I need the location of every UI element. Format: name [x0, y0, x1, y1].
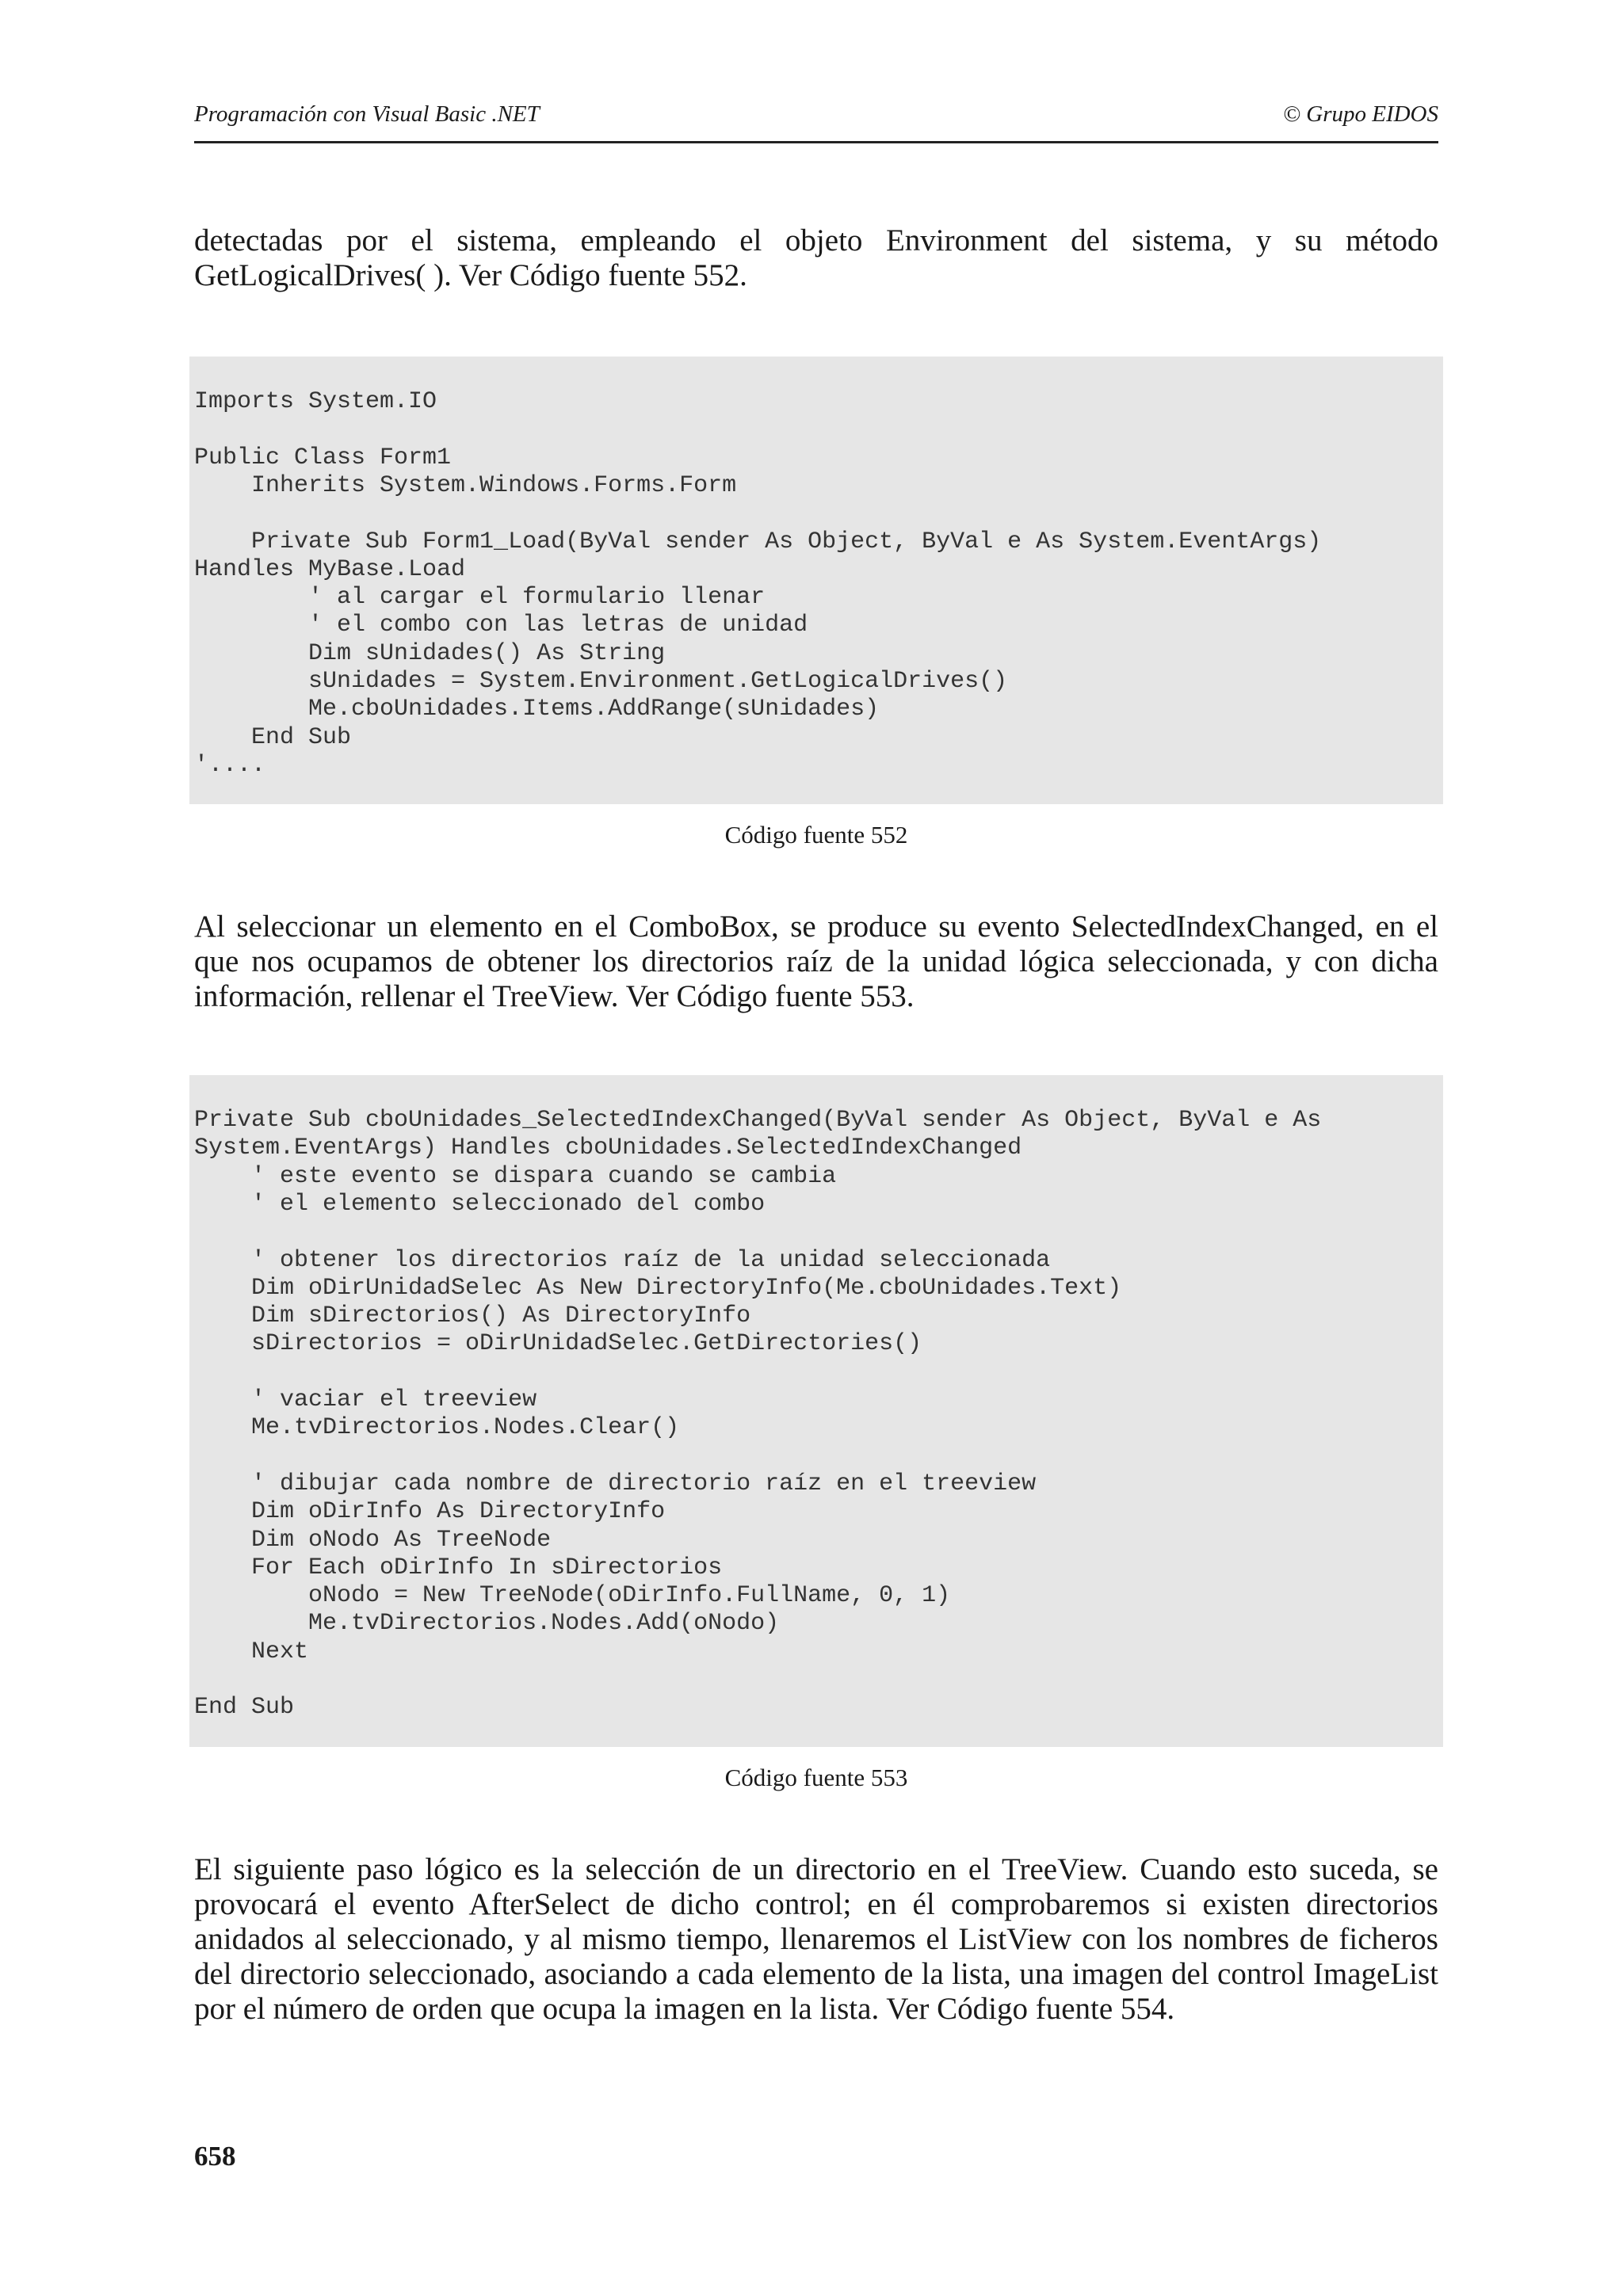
- paragraph: El siguiente paso lógico es la selección de un directorio en el TreeView. Cuando esto suceda, se provocará el evento AfterSelect de dicho control; en él comprobaremos si existen directorios anidados al seleccionado, y al mismo tiempo, llenaremos el ListView con los nombres de ficheros del directorio seleccionado, asociando a cada elemento de la lista, una imagen del control ImageList por el número de orden que ocupa la imagen en la lista. Ver Código fuente 554.: [194, 1852, 1438, 2026]
- code-line: ' dibujar cada nombre de directorio raíz en el treeview: [194, 1470, 1037, 1497]
- code-line: Me.tvDirectorios.Nodes.Clear(): [194, 1414, 680, 1442]
- code-line: sUnidades = System.Environment.GetLogicalDrives(): [194, 668, 1008, 695]
- code-line: '....: [194, 751, 266, 779]
- code-line: Dim sUnidades() As String: [194, 639, 666, 667]
- code-line: Dim sDirectorios() As DirectoryInfo: [194, 1302, 751, 1330]
- code-line: ' al cargar el formulario llenar: [194, 584, 766, 612]
- code-line: ' obtener los directorios raíz de la unidad seleccionada: [194, 1246, 1051, 1274]
- code-line: End Sub: [194, 723, 352, 751]
- code-line: Dim oNodo As TreeNode: [194, 1526, 552, 1554]
- code-line: Dim oDirInfo As DirectoryInfo: [194, 1498, 666, 1526]
- paragraph: Al seleccionar un elemento en el ComboBox, se produce su evento SelectedIndexChanged, en el que nos ocupamos de obtener los directorios raíz de la unidad lógica seleccionada, y con dicha información, rellenar el TreeView. Ver Código fuente 553.: [194, 910, 1438, 1013]
- code-line: Private Sub Form1_Load(ByVal sender As Object, ByVal e As System.EventArgs): [194, 528, 1322, 555]
- code-listing-553: [189, 1075, 1443, 1747]
- paragraph: detectadas por el sistema, empleando el objeto Environment del sistema, y su método GetLogicalDrives( ). Ver Código fuente 552.: [194, 223, 1438, 292]
- code-line: ' este evento se dispara cuando se cambia: [194, 1162, 837, 1190]
- code-line: ' vaciar el treeview: [194, 1386, 537, 1413]
- page-header: [194, 93, 1438, 143]
- page-number: 658: [194, 2141, 236, 2172]
- code-caption-552: Código fuente 552: [724, 821, 908, 849]
- code-listing-552: [189, 357, 1443, 804]
- code-line: Public Class Form1: [194, 444, 452, 471]
- code-line: ' el combo con las letras de unidad: [194, 612, 808, 639]
- code-line: For Each oDirInfo In sDirectorios: [194, 1554, 723, 1581]
- code-caption-553: Código fuente 553: [724, 1764, 908, 1791]
- code-line: Inherits System.Windows.Forms.Form: [194, 471, 737, 499]
- code-line: Me.tvDirectorios.Nodes.Add(oNodo): [194, 1610, 780, 1638]
- code-line: Dim oDirUnidadSelec As New DirectoryInfo(Me.cboUnidades.Text): [194, 1274, 1122, 1302]
- code-line: End Sub: [194, 1694, 295, 1722]
- code-line: Handles MyBase.Load: [194, 555, 466, 583]
- code-line: Next: [194, 1638, 309, 1665]
- code-line: Me.cboUnidades.Items.AddRange(sUnidades): [194, 696, 880, 723]
- running-title: Programación con Visual Basic .NET: [194, 101, 540, 127]
- publisher-credit: © Grupo EIDOS: [1282, 101, 1438, 127]
- code-line: oNodo = New TreeNode(oDirInfo.FullName, 0, 1): [194, 1582, 951, 1610]
- code-line: System.EventArgs) Handles cboUnidades.SelectedIndexChanged: [194, 1135, 1022, 1162]
- code-line: sDirectorios = oDirUnidadSelec.GetDirectories(): [194, 1330, 922, 1358]
- code-line: ' el elemento seleccionado del combo: [194, 1190, 766, 1218]
- code-line: Private Sub cboUnidades_SelectedIndexChanged(ByVal sender As Object, ByVal e As: [194, 1107, 1322, 1134]
- code-line: Imports System.IO: [194, 388, 437, 415]
